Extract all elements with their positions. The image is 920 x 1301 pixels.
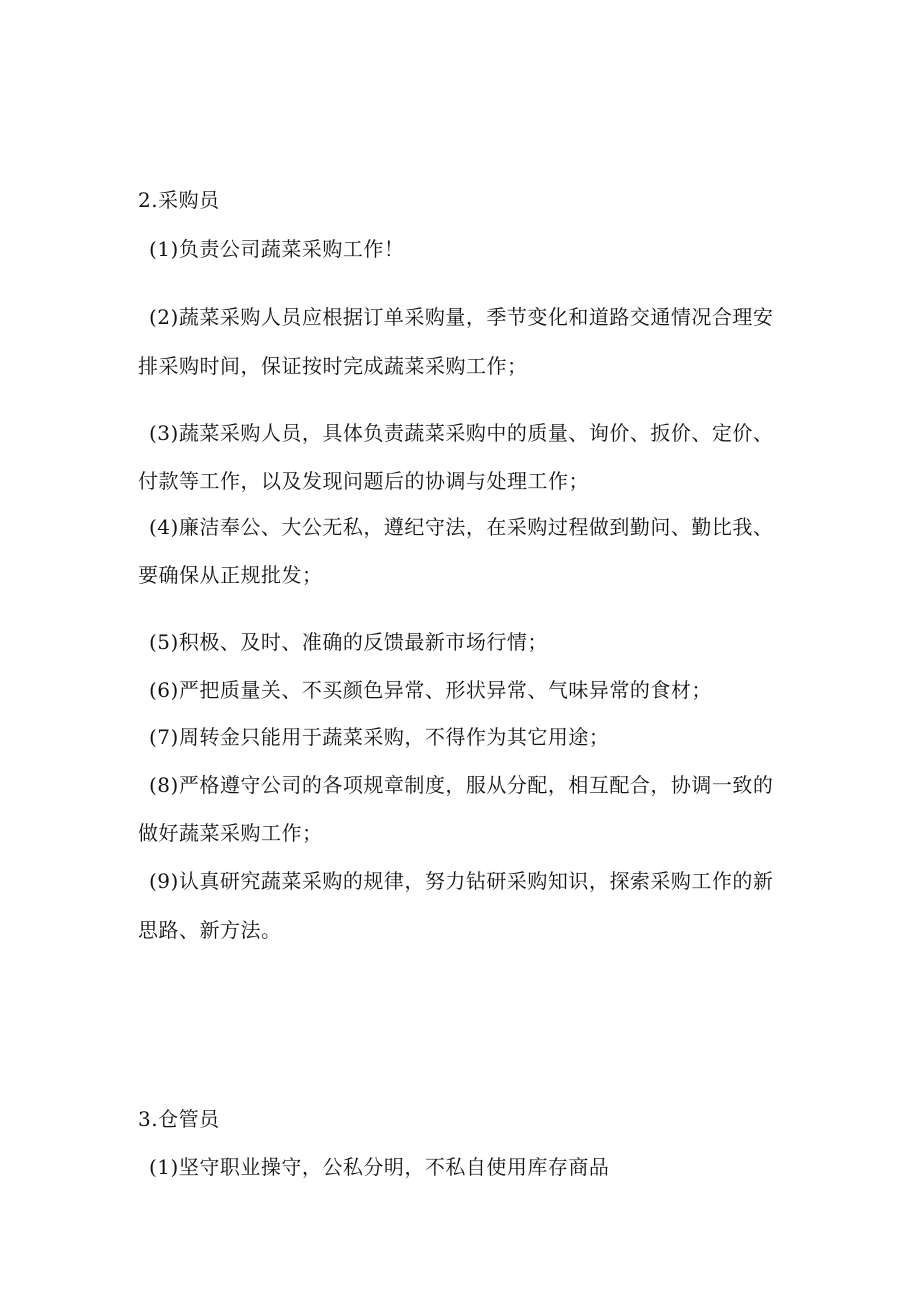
section-heading-warehouse: 3.仓管员 (138, 1107, 220, 1131)
duty-item-3-line-1: (3)蔬菜采购人员，具体负责蔬菜采购中的质量、询价、扳价、定价、 (149, 421, 774, 445)
duty-item-6: (6)严把质量关、不买颜色异常、形状异常、气味异常的食材； (149, 678, 712, 702)
duty-item-8-line-2: 做好蔬菜采购工作； (138, 821, 323, 845)
duty-item-5: (5)积极、及时、准确的反馈最新市场行情； (149, 630, 548, 654)
duty-item-3-line-2: 付款等工作，以及发现问题后的协调与处理工作； (138, 469, 589, 493)
duty-item-9-line-1: (9)认真研究蔬菜采购的规律，努力钻研采购知识，探索采购工作的新 (149, 869, 774, 893)
duty-item-4-line-2: 要确保从正规批发； (138, 563, 323, 587)
duty-item-2-line-2: 排采购时间，保证按时完成蔬菜采购工作； (138, 354, 528, 378)
duty-item-8-line-1: (8)严格遵守公司的各项规章制度，服从分配，相互配合，协调一致的 (149, 773, 774, 797)
duty-item-4-line-1: (4)廉洁奉公、大公无私，遵纪守法，在采购过程做到勤问、勤比我、 (149, 515, 774, 539)
duty-item-7: (7)周转金只能用于蔬菜采购，不得作为其它用途； (149, 725, 610, 749)
section-heading-purchaser: 2.采购员 (138, 188, 220, 212)
duty-item-9-line-2: 思路、新方法。 (138, 918, 282, 942)
duty-item-2-line-1: (2)蔬菜采购人员应根据订单采购量，季节变化和道路交通情况合理安 (149, 305, 774, 329)
warehouse-duty-item-1: (1)坚守职业操守，公私分明，不私自使用库存商品 (149, 1155, 610, 1179)
duty-item-1: (1)负责公司蔬菜采购工作！ (149, 237, 405, 261)
